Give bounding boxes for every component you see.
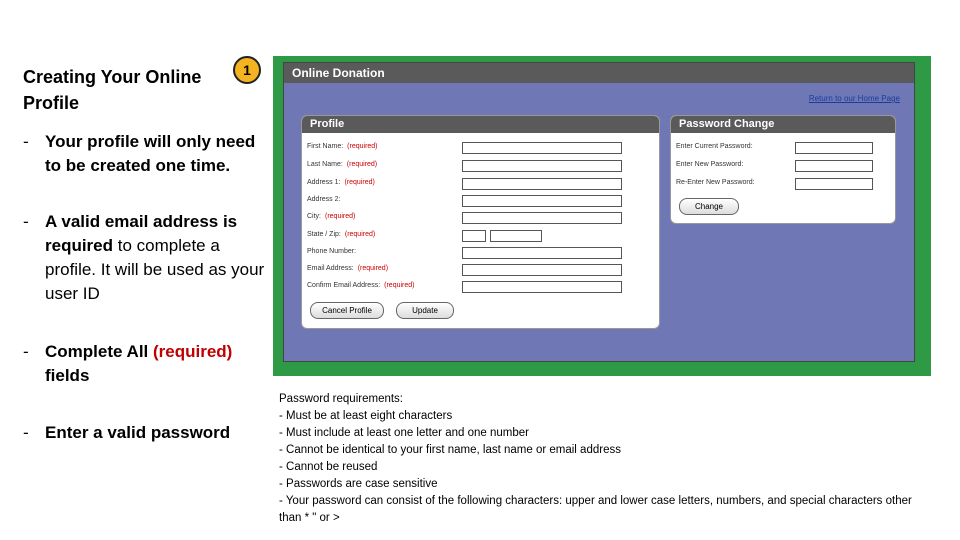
first-name-input[interactable]: [462, 142, 622, 154]
bullet-text-bold: Complete All: [45, 342, 153, 361]
field-label-email: Email Address: (required): [307, 265, 389, 272]
bullet-valid-email: [23, 210, 273, 306]
field-label-phone: Phone Number:: [307, 248, 357, 255]
address-2-input[interactable]: [462, 195, 622, 207]
address-1-input[interactable]: [462, 178, 622, 190]
password-change-panel: [670, 115, 896, 224]
bullet-dash: -: [23, 132, 29, 151]
home-page-link[interactable]: Return to our Home Page: [808, 94, 900, 103]
app-window: [283, 62, 915, 362]
app-title: Online Donation: [284, 63, 914, 83]
field-label-address-2: Address 2:: [307, 196, 341, 203]
reenter-password-input[interactable]: [795, 178, 873, 190]
update-button[interactable]: Update: [396, 302, 454, 319]
last-name-input[interactable]: [462, 160, 622, 172]
confirm-email-input[interactable]: [462, 281, 622, 293]
bullet-text: Enter a valid password: [45, 423, 231, 442]
bullet-complete-required: [23, 340, 273, 388]
cancel-profile-button[interactable]: Cancel Profile: [310, 302, 384, 319]
field-label-last-name: Last Name: (required): [307, 161, 378, 168]
email-input[interactable]: [462, 264, 622, 276]
phone-input[interactable]: [462, 247, 622, 259]
bullet-text: to complete a profile. It will be used as your user ID: [45, 236, 265, 303]
field-label-current-password: Enter Current Password:: [676, 143, 753, 150]
field-label-confirm-email: Confirm Email Address: (required): [307, 282, 415, 289]
step-badge: 1: [233, 56, 261, 84]
bullet-text-after: fields: [45, 366, 90, 385]
new-password-input[interactable]: [795, 160, 873, 172]
profile-header: Profile: [302, 116, 659, 133]
current-password-input[interactable]: [795, 142, 873, 154]
slide-title: Creating Your Online Profile: [23, 67, 202, 113]
field-label-state-zip: State / Zip: (required): [307, 231, 376, 238]
state-input[interactable]: [462, 230, 486, 242]
bullet-dash: -: [23, 342, 29, 361]
field-label-first-name: First Name: (required): [307, 143, 378, 150]
field-label-reenter-password: Re-Enter New Password:: [676, 179, 755, 186]
city-input[interactable]: [462, 212, 622, 224]
field-label-new-password: Enter New Password:: [676, 161, 744, 168]
field-label-address-1: Address 1: (required): [307, 179, 375, 186]
profile-panel: [301, 115, 660, 329]
change-password-button[interactable]: Change: [679, 198, 739, 215]
password-change-header: Password Change: [671, 116, 895, 133]
bullet-profile-once: [23, 130, 273, 178]
zip-input[interactable]: [490, 230, 542, 242]
field-label-city: City: (required): [307, 213, 356, 220]
bullet-text-bold: A valid email address is required: [45, 212, 238, 255]
password-requirements: Password requirements: - Must be at least eight characters - Must include at least one letter and one number - Cannot be identical to your first name, last name or email address - Cannot be reused - Passwords are case sensitive - Your password can consist of the following characters: upper and lower case letters, numbers, and special characters other than * " or >: [279, 393, 912, 524]
required-marker: (required): [153, 342, 233, 361]
bullet-text: Your profile will only need to be created one time.: [45, 132, 256, 175]
bullet-valid-password: [23, 421, 273, 445]
bullet-dash: -: [23, 423, 29, 442]
bullet-dash: -: [23, 212, 29, 231]
